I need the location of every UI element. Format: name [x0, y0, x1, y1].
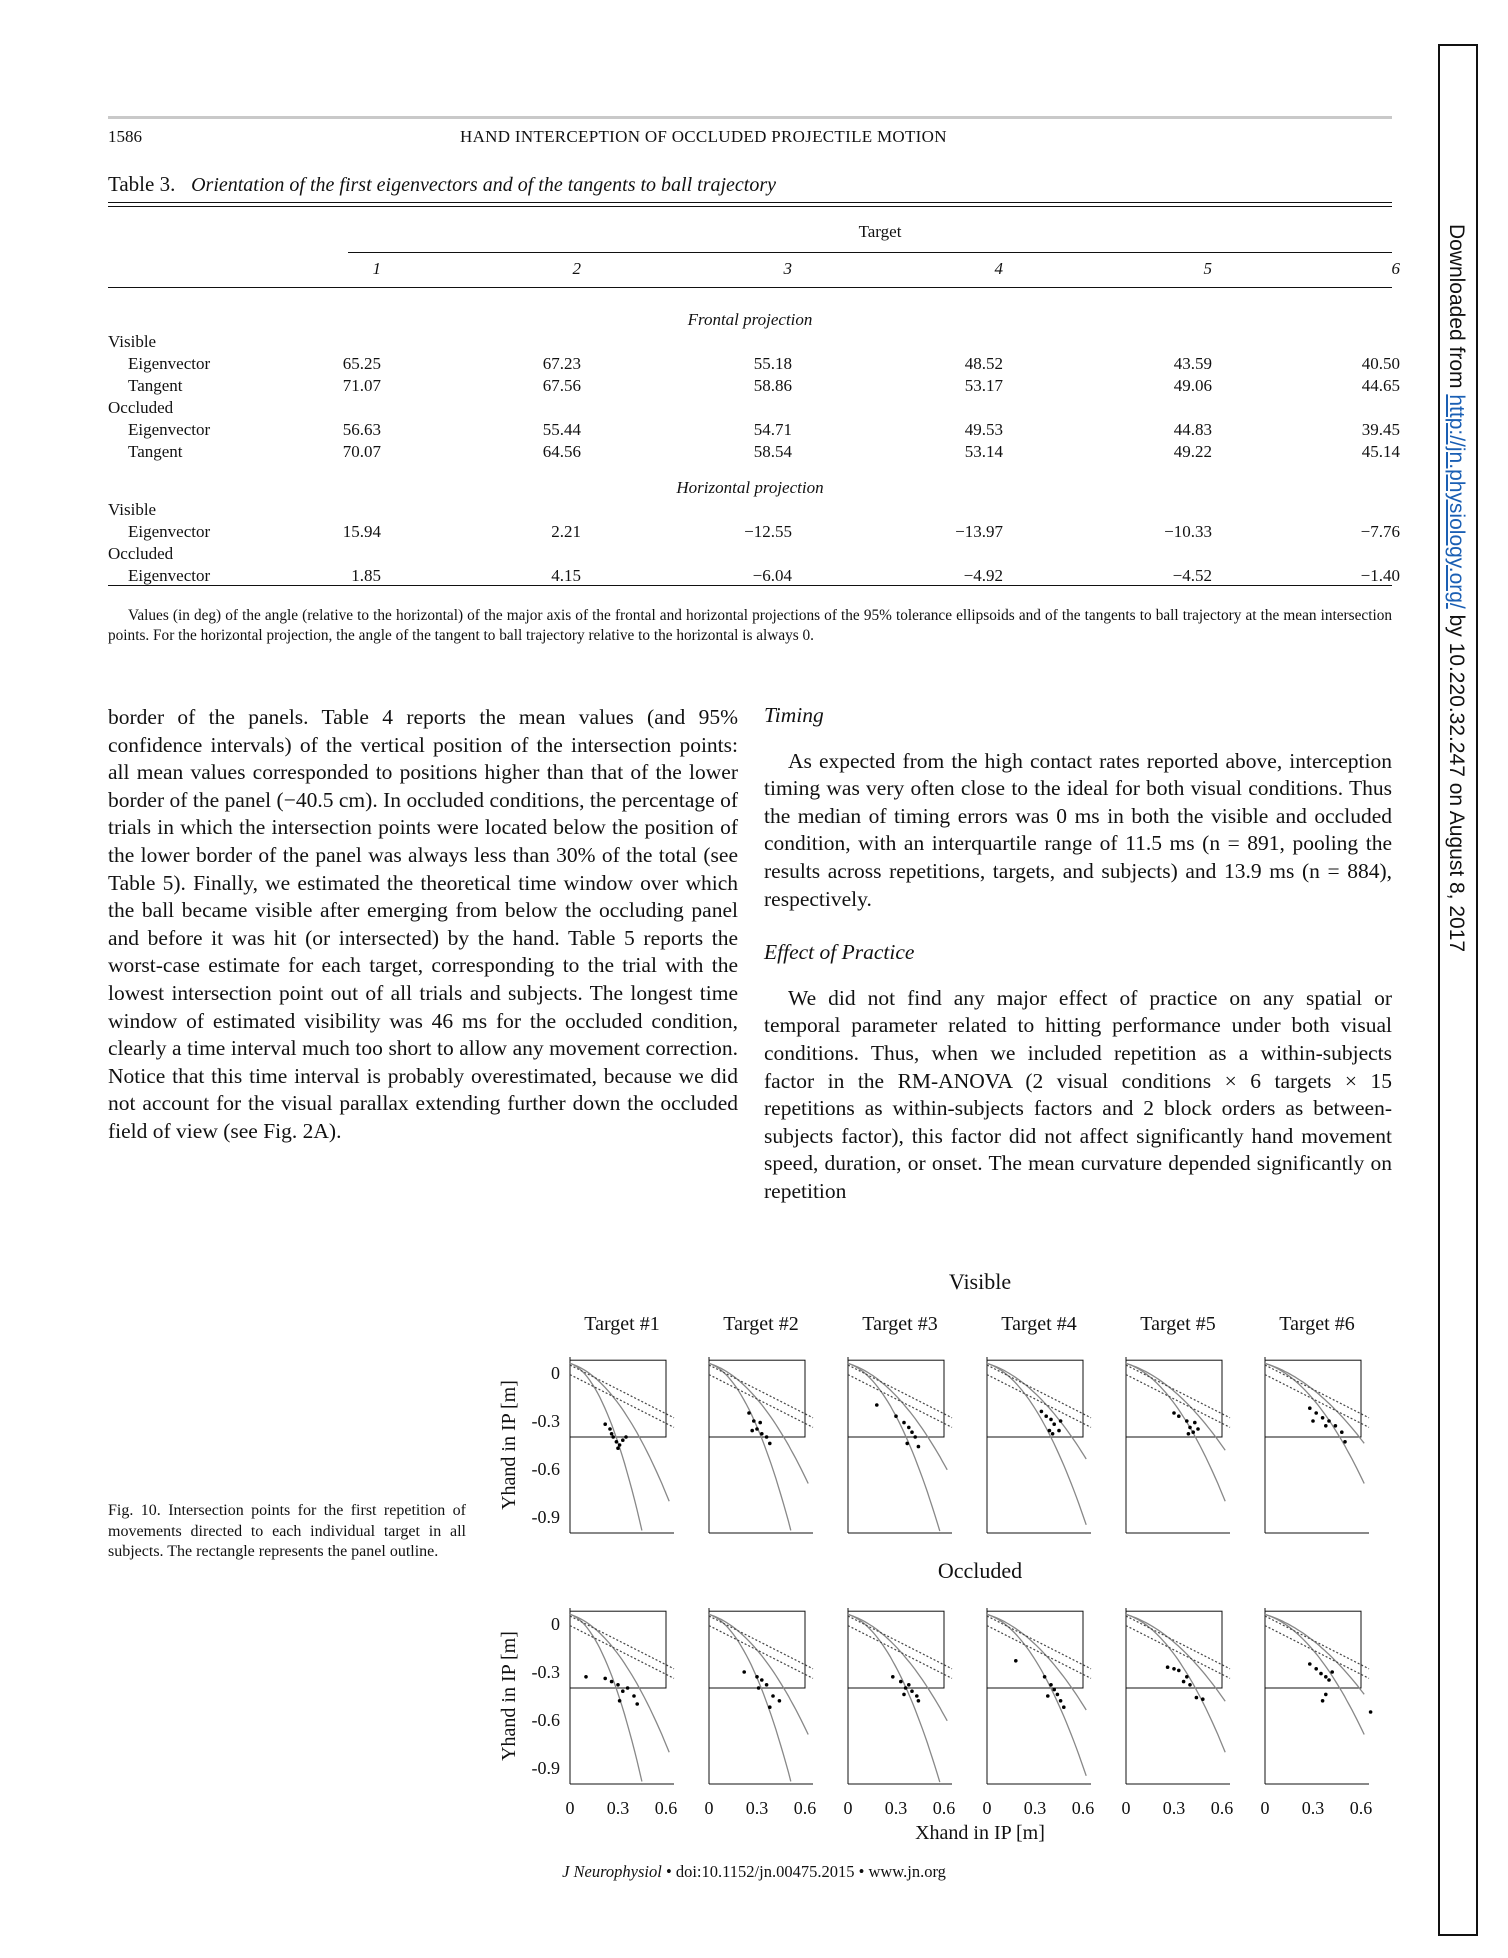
- ball-trajectory-curve: [987, 1614, 1086, 1775]
- table-cell: 4.15: [551, 566, 581, 585]
- y-tick-label: 0: [551, 1363, 560, 1383]
- intersection-point: [752, 1419, 756, 1423]
- ball-trajectory-curve: [1126, 1363, 1225, 1501]
- row-label: Eigenvector: [128, 566, 211, 585]
- group-label: Occluded: [108, 544, 174, 563]
- table-cell: 67.56: [542, 376, 581, 395]
- intersection-point: [1014, 1659, 1018, 1663]
- intersection-point: [1324, 1693, 1328, 1697]
- y-axis-label-1: Yhand in IP [m]: [498, 1380, 520, 1510]
- tangent-dotted-line: [1126, 1365, 1230, 1418]
- intersection-point: [610, 1680, 614, 1684]
- intersection-point: [1324, 1675, 1328, 1679]
- intersection-point: [1340, 1430, 1344, 1434]
- ball-trajectory-curve: [1265, 1614, 1364, 1734]
- tangent-dotted-line: [1126, 1375, 1230, 1428]
- table-note: Values (in deg) of the angle (relative to the horizontal) of the major axis of the frontal and horizontal projections of the 95% tolerance ellipsoids and of the tangents to ball trajectory at the mean intersection points. For the horizontal projection, the angle of the tangent to ball trajectory relative to the horizontal is always 0.: [108, 607, 1392, 644]
- intersection-point: [1049, 1683, 1053, 1687]
- intersection-point: [778, 1699, 782, 1703]
- intersection-point: [1188, 1426, 1192, 1430]
- target-title-6: Target #6: [1279, 1313, 1355, 1335]
- intersection-point: [905, 1442, 909, 1446]
- tangent-dotted-line: [709, 1626, 813, 1679]
- x-tick-label: 0: [843, 1798, 853, 1818]
- tangent-dotted-line: [709, 1616, 813, 1669]
- intersection-point: [1182, 1680, 1186, 1684]
- intersection-point: [913, 1435, 917, 1439]
- table-cell: −4.52: [1172, 566, 1212, 585]
- target-title-3: Target #3: [862, 1313, 938, 1335]
- intersection-point: [891, 1675, 895, 1679]
- tangent-dotted-line: [987, 1375, 1091, 1428]
- table-cell: 2.21: [551, 522, 581, 541]
- table-cell: 58.86: [753, 376, 792, 395]
- x-tick-label: 0.3: [1162, 1798, 1186, 1818]
- intersection-point: [899, 1680, 903, 1684]
- intersection-point: [632, 1694, 636, 1698]
- x-tick-label: 0.3: [1023, 1798, 1047, 1818]
- practice-heading: Effect of Practice: [764, 940, 915, 965]
- intersection-point: [755, 1427, 759, 1431]
- group-label: Visible: [108, 500, 157, 519]
- table-cell: −4.92: [963, 566, 1003, 585]
- target-title-2: Target #2: [723, 1313, 799, 1335]
- intersection-point: [603, 1422, 607, 1426]
- intersection-point: [910, 1689, 914, 1693]
- intersection-point: [765, 1435, 769, 1439]
- table-cell: 67.23: [542, 354, 581, 373]
- intersection-point: [584, 1675, 588, 1679]
- intersection-point: [1321, 1416, 1325, 1420]
- intersection-point: [1059, 1419, 1063, 1423]
- intersection-point: [1314, 1411, 1318, 1415]
- intersection-point: [768, 1705, 772, 1709]
- intersection-point: [910, 1430, 914, 1434]
- intersection-point: [1193, 1421, 1197, 1425]
- x-tick-label: 0.3: [745, 1798, 769, 1818]
- intersection-point: [1172, 1411, 1176, 1415]
- row-label: Eigenvector: [128, 420, 211, 439]
- table-cell: 45.14: [1361, 442, 1400, 461]
- tangent-dotted-line: [570, 1365, 674, 1418]
- row-label: Tangent: [128, 376, 183, 395]
- tangent-dotted-line: [987, 1626, 1091, 1679]
- table-cell: 54.71: [753, 420, 792, 439]
- x-tick-label: 0: [704, 1798, 714, 1818]
- row-label: Eigenvector: [128, 354, 211, 373]
- intersection-point: [1334, 1424, 1338, 1428]
- timing-heading: Timing: [764, 703, 824, 727]
- x-tick-label: 0.6: [1210, 1798, 1234, 1818]
- download-notice: [1444, 224, 1468, 952]
- y-tick-label: -0.6: [531, 1710, 560, 1730]
- table-cell: 53.14: [964, 442, 1003, 461]
- row-label: Eigenvector: [128, 522, 211, 541]
- ball-trajectory-curve: [709, 1363, 808, 1483]
- intersection-point: [760, 1678, 764, 1682]
- intersection-point: [1059, 1699, 1063, 1703]
- column-header-2: 2: [572, 259, 581, 278]
- intersection-point: [1185, 1419, 1189, 1423]
- intersection-point: [907, 1683, 911, 1687]
- section-heading: Horizontal projection: [676, 478, 824, 497]
- y-tick-label: -0.9: [531, 1507, 560, 1527]
- intersection-point: [747, 1411, 751, 1415]
- table-cell: 44.83: [1173, 420, 1212, 439]
- download-suffix: by 10.220.32.247 on August 8, 2017: [1445, 608, 1468, 953]
- intersection-point: [1185, 1675, 1189, 1679]
- table-cell: 65.25: [342, 354, 381, 373]
- tangent-dotted-line: [848, 1616, 952, 1669]
- intersection-point: [611, 1435, 615, 1439]
- table-cell: 71.07: [342, 376, 381, 395]
- intersection-point: [1051, 1432, 1055, 1436]
- table-cell: 49.22: [1173, 442, 1212, 461]
- intersection-point: [915, 1694, 919, 1698]
- tangent-dotted-line: [570, 1626, 674, 1679]
- intersection-point: [1308, 1662, 1312, 1666]
- x-tick-label: 0.6: [654, 1798, 678, 1818]
- intersection-point: [1177, 1414, 1181, 1418]
- intersection-point: [1343, 1440, 1347, 1444]
- intersection-point: [608, 1427, 612, 1431]
- ball-trajectory-curve: [709, 1614, 808, 1734]
- intersection-point: [917, 1445, 921, 1449]
- table-cell: 49.06: [1173, 376, 1212, 395]
- ball-trajectory-curve: [1265, 1614, 1364, 1694]
- intersection-point: [1330, 1670, 1334, 1674]
- section-heading: Frontal projection: [687, 310, 813, 329]
- table-cell: 64.56: [542, 442, 581, 461]
- y-tick-label: -0.3: [531, 1411, 560, 1431]
- ball-trajectory-curve: [848, 1363, 940, 1531]
- table-cell: 55.18: [753, 354, 792, 373]
- intersection-point: [750, 1429, 754, 1433]
- table-cell: 1.85: [351, 566, 381, 585]
- intersection-point: [1172, 1667, 1176, 1671]
- doi-text: • doi:10.1152/jn.00475.2015 • www.jn.org: [661, 1862, 946, 1881]
- ball-trajectory-curve: [709, 1363, 791, 1530]
- download-link[interactable]: http://jn.physiology.org/: [1445, 394, 1468, 609]
- tangent-dotted-line: [1265, 1616, 1369, 1669]
- intersection-point: [904, 1686, 908, 1690]
- intersection-point: [618, 1443, 622, 1447]
- table-cell: 56.63: [342, 420, 381, 439]
- table-label: Table 3.: [108, 172, 176, 196]
- intersection-point: [902, 1421, 906, 1425]
- tangent-dotted-line: [570, 1375, 674, 1428]
- intersection-point: [1177, 1669, 1181, 1673]
- column-header-4: 4: [994, 259, 1003, 278]
- x-tick-label: 0: [1121, 1798, 1131, 1818]
- intersection-point: [1196, 1427, 1200, 1431]
- intersection-point: [1369, 1710, 1373, 1714]
- intersection-point: [917, 1699, 921, 1703]
- tangent-dotted-line: [1265, 1375, 1369, 1428]
- x-tick-label: 0.6: [1071, 1798, 1095, 1818]
- table-cell: 49.53: [964, 420, 1003, 439]
- x-tick-label: 0: [565, 1798, 575, 1818]
- intersection-point: [755, 1675, 759, 1679]
- intersection-point: [1040, 1410, 1044, 1414]
- y-tick-label: 0: [551, 1614, 560, 1634]
- intersection-point: [757, 1686, 761, 1690]
- figure-caption: Fig. 10. Intersection points for the first repetition of movements directed to each individual target in all subjects. The rectangle represents the panel outline.: [108, 1502, 466, 1560]
- y-axis-label-2: Yhand in IP [m]: [498, 1631, 520, 1761]
- intersection-point: [1324, 1424, 1328, 1428]
- intersection-point: [1195, 1696, 1199, 1700]
- table-cell: −7.76: [1360, 522, 1400, 541]
- table-cell: 58.54: [753, 442, 792, 461]
- intersection-point: [875, 1403, 879, 1407]
- intersection-point: [1166, 1665, 1170, 1669]
- row-label: Tangent: [128, 442, 183, 461]
- intersection-point: [621, 1438, 625, 1442]
- table-cell: −10.33: [1164, 522, 1212, 541]
- practice-paragraph: We did not find any major effect of practice on any spatial or temporal parameter related to hitting performance under both visual conditions. Thus, when we included repetition as a within-subjects factor in the RM-ANOVA (2 visual conditions × 6 targets × 15 repetitions as within-subjects factors and 2 block orders as between-subjects factor), this factor did not affect significantly hand movement speed, duration, or onset. The mean curvature depended significantly on repetition: [764, 985, 1392, 1203]
- column-header-5: 5: [1203, 259, 1212, 278]
- intersection-point: [1056, 1693, 1060, 1697]
- ball-trajectory-curve: [570, 1363, 669, 1501]
- table-cell: 15.94: [342, 522, 381, 541]
- ball-trajectory-curve: [709, 1614, 791, 1781]
- intersection-point: [616, 1446, 620, 1450]
- table-cell: −13.97: [955, 522, 1003, 541]
- intersection-point: [1319, 1672, 1323, 1676]
- intersection-point: [760, 1432, 764, 1436]
- intersection-point: [765, 1683, 769, 1687]
- y-tick-label: -0.3: [531, 1662, 560, 1682]
- ball-trajectory-curve: [570, 1614, 669, 1752]
- tangent-dotted-line: [1126, 1616, 1230, 1669]
- intersection-point: [1308, 1406, 1312, 1410]
- y-tick-label: -0.6: [531, 1459, 560, 1479]
- x-tick-label: 0.6: [793, 1798, 817, 1818]
- x-tick-label: 0.6: [1349, 1798, 1373, 1818]
- x-axis-label: Xhand in IP [m]: [915, 1822, 1045, 1844]
- tangent-dotted-line: [987, 1616, 1091, 1669]
- table-cell: 53.17: [964, 376, 1003, 395]
- group-label: Occluded: [108, 398, 174, 417]
- table-cell: −1.40: [1360, 566, 1400, 585]
- target-title-5: Target #5: [1140, 1313, 1216, 1335]
- table-cell: −12.55: [744, 522, 792, 541]
- intersection-point: [1043, 1675, 1047, 1679]
- intersection-point: [1049, 1418, 1053, 1422]
- tangent-dotted-line: [570, 1616, 674, 1669]
- column-header-6: 6: [1391, 259, 1400, 278]
- intersection-point: [615, 1440, 619, 1444]
- x-tick-label: 0.6: [932, 1798, 956, 1818]
- intersection-point: [1057, 1429, 1061, 1433]
- intersection-point: [1311, 1419, 1315, 1423]
- table-cell: 48.52: [964, 354, 1003, 373]
- intersection-point: [1046, 1694, 1050, 1698]
- x-tick-label: 0.3: [884, 1798, 908, 1818]
- column-header-1: 1: [372, 259, 381, 278]
- intersection-point: [1327, 1419, 1331, 1423]
- intersection-point: [1321, 1699, 1325, 1703]
- intersection-point: [1188, 1683, 1192, 1687]
- intersection-point: [1327, 1678, 1331, 1682]
- y-tick-label: -0.9: [531, 1758, 560, 1778]
- intersection-point: [626, 1686, 630, 1690]
- intersection-point: [1314, 1667, 1318, 1671]
- intersection-point: [635, 1702, 639, 1706]
- column-header-3: 3: [783, 259, 792, 278]
- intersection-point: [902, 1693, 906, 1697]
- intersection-point: [610, 1432, 614, 1436]
- table-cell: 39.45: [1361, 420, 1400, 439]
- intersection-point: [621, 1689, 625, 1693]
- tangent-dotted-line: [709, 1365, 813, 1418]
- intersection-point: [1187, 1432, 1191, 1436]
- group-label: Visible: [108, 332, 157, 351]
- table-cell: 44.65: [1361, 376, 1400, 395]
- intersection-point: [603, 1677, 607, 1681]
- ball-trajectory-curve: [1126, 1614, 1225, 1752]
- ball-trajectory-curve: [1265, 1363, 1364, 1443]
- ball-trajectory-curve: [1265, 1363, 1364, 1483]
- download-prefix: Downloaded from: [1445, 223, 1468, 395]
- intersection-point: [758, 1421, 762, 1425]
- running-title: HAND INTERCEPTION OF OCCLUDED PROJECTILE MOTION: [460, 127, 947, 146]
- x-tick-label: 0: [982, 1798, 992, 1818]
- visible-row-title: Visible: [948, 1269, 1012, 1294]
- intersection-point: [1201, 1697, 1205, 1701]
- intersection-point: [742, 1670, 746, 1674]
- table-cell: 70.07: [342, 442, 381, 461]
- intersection-point: [771, 1694, 775, 1698]
- intersection-point: [1044, 1414, 1048, 1418]
- table-title: Orientation of the first eigenvectors and of the tangents to ball trajectory: [191, 174, 777, 196]
- journal-name: J Neurophysiol: [562, 1862, 662, 1881]
- page-footer: [0, 1862, 1508, 1882]
- tangent-dotted-line: [848, 1365, 952, 1418]
- intersection-point: [907, 1426, 911, 1430]
- intersection-point: [1191, 1430, 1195, 1434]
- x-tick-label: 0.3: [606, 1798, 630, 1818]
- left-paragraph: border of the panels. Table 4 reports the mean values (and 95% confidence intervals) of the vertical position of the intersection points: all mean values corresponded to positions higher than that of the lower border of the panel (−40.5 cm). In occluded conditions, the percentage of trials in which the intersection points were located below the position of the lower border of the panel was always less than 30% of the total (see Table 5). Finally, we estimated the theoretical time window over which the ball became visible after emerging from below the occluding panel and before it was hit (or intersected) by the hand. Table 5 reports the worst-case estimate for each target, corresponding to the trial with the lowest intersection point out of all trials and subjects. The longest time window of estimated visibility was 46 ms for the occluded condition, clearly a time interval much too short to allow any movement correction. Notice that this time interval is probably overestimated, because we did not account for the visual parallax extending further down the occluded field of view (see Fig. 2A).: [108, 705, 738, 1143]
- occluded-row-title: Occluded: [937, 1558, 1023, 1583]
- intersection-point: [894, 1414, 898, 1418]
- table-cell: −6.04: [752, 566, 792, 585]
- table-cell: 40.50: [1361, 354, 1400, 373]
- timing-paragraph: As expected from the high contact rates reported above, interception timing was very often close to the ideal for both visual conditions. Thus the median of timing errors was 0 ms in both the visible and occluded condition, with an interquartile range of 11.5 ms (n = 891, pooling the results across repetitions, targets, and subjects) and 13.9 ms (n = 884), respectively.: [764, 748, 1392, 911]
- tangent-dotted-line: [709, 1375, 813, 1428]
- table-cell: 43.59: [1173, 354, 1212, 373]
- intersection-point: [768, 1442, 772, 1446]
- target-title-4: Target #4: [1001, 1313, 1077, 1335]
- target-title-1: Target #1: [584, 1313, 660, 1335]
- table-cell: 55.44: [542, 420, 581, 439]
- page-number: 1586: [108, 127, 142, 146]
- intersection-point: [618, 1699, 622, 1703]
- tangent-dotted-line: [987, 1365, 1091, 1418]
- ball-trajectory-curve: [848, 1614, 947, 1720]
- ball-trajectory-curve: [987, 1363, 1086, 1524]
- intersection-point: [624, 1435, 628, 1439]
- ball-trajectory-curve: [848, 1614, 940, 1782]
- intersection-point: [616, 1683, 620, 1687]
- tangent-dotted-line: [1265, 1365, 1369, 1418]
- spanner-target: Target: [858, 222, 902, 241]
- intersection-point: [1062, 1705, 1066, 1709]
- intersection-point: [1048, 1429, 1052, 1433]
- x-tick-label: 0: [1260, 1798, 1270, 1818]
- intersection-point: [1052, 1688, 1056, 1692]
- tangent-dotted-line: [1265, 1626, 1369, 1679]
- intersection-point: [1052, 1422, 1056, 1426]
- x-tick-label: 0.3: [1301, 1798, 1325, 1818]
